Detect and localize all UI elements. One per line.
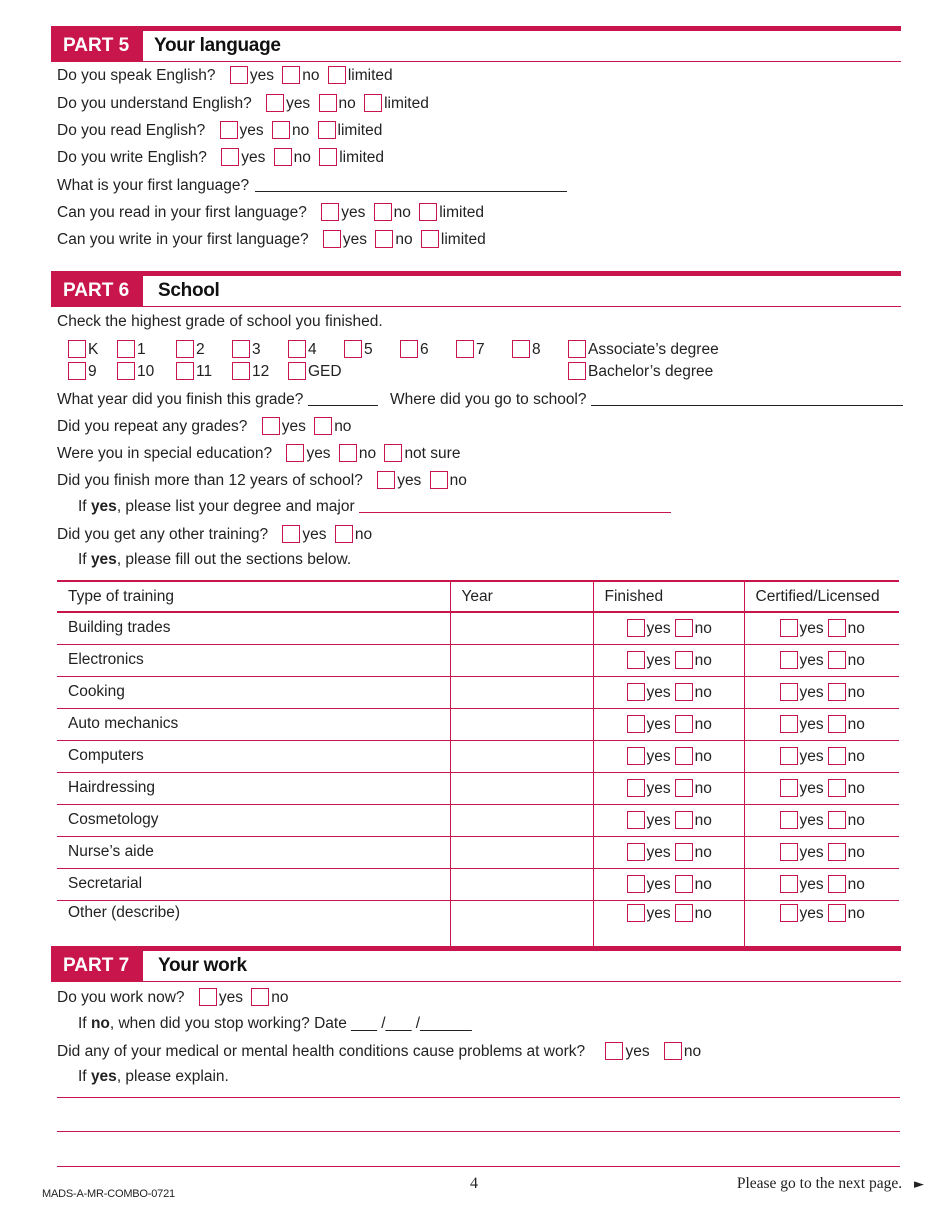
checkbox-read-yes[interactable]	[220, 121, 238, 139]
checkbox-finished-yes[interactable]	[627, 715, 645, 733]
table-row	[57, 740, 899, 772]
option-label: yes	[646, 904, 671, 922]
checkbox-understand-limited[interactable]	[364, 94, 382, 112]
option-label: no	[847, 811, 865, 829]
checkbox-finished-no[interactable]	[675, 683, 693, 701]
repeat-grades-row	[57, 417, 355, 437]
option-label: yes	[646, 779, 671, 797]
write-first-language-row	[57, 230, 490, 250]
option-label: yes	[646, 811, 671, 829]
school-label: Where did you go to school?	[390, 391, 587, 408]
option-label: no	[847, 683, 865, 701]
speak-english-row	[57, 66, 397, 86]
checkbox-certified-no[interactable]	[828, 904, 846, 922]
fill-sections-label: , please fill out the sections below.	[116, 551, 352, 568]
checkbox-understand-no[interactable]	[319, 94, 337, 112]
part5-title: Your language	[154, 35, 281, 56]
explain-line-3[interactable]	[57, 1166, 900, 1167]
question-label: Do you write English?	[57, 149, 207, 166]
checkbox-certified-yes[interactable]	[780, 715, 798, 733]
option-label: no	[847, 779, 865, 797]
grade-8[interactable]	[512, 340, 541, 360]
checkbox-work-yes[interactable]	[199, 988, 217, 1006]
option-label: yes	[646, 875, 671, 893]
option-label: yes	[249, 67, 274, 84]
option-label: yes	[397, 472, 422, 489]
checkbox-read-first-limited[interactable]	[419, 203, 437, 221]
option-label: no	[393, 204, 411, 221]
checkbox-finished-no[interactable]	[675, 843, 693, 861]
checkbox-write-first-yes[interactable]	[323, 230, 341, 248]
read-english-row	[57, 121, 386, 141]
table-row	[57, 868, 899, 900]
checkbox-read-first-no[interactable]	[374, 203, 392, 221]
question-label: Do you speak English?	[57, 67, 216, 84]
checkbox-certified-yes[interactable]	[780, 843, 798, 861]
associates-degree[interactable]	[568, 340, 719, 360]
grade-prompt: Check the highest grade of school you finished.	[57, 313, 383, 330]
checkbox-conditions-yes[interactable]	[605, 1042, 623, 1060]
option-label: no	[694, 683, 712, 701]
checkbox-certified-yes[interactable]	[780, 811, 798, 829]
school-field[interactable]	[591, 390, 903, 406]
option-label: no	[847, 619, 865, 637]
question-label: What is your first language?	[57, 177, 250, 194]
if-label: If	[78, 1015, 87, 1032]
option-label: limited	[384, 95, 429, 112]
if-yes-bold: yes	[90, 498, 117, 515]
checkbox-certified-yes[interactable]	[780, 619, 798, 637]
checkbox-write-first-no[interactable]	[375, 230, 393, 248]
option-label: yes	[646, 747, 671, 765]
if-label: If	[78, 1068, 87, 1085]
checkbox-finished-no[interactable]	[675, 811, 693, 829]
option-label: no	[847, 715, 865, 733]
table-row	[57, 676, 899, 708]
checkbox-training-no[interactable]	[335, 525, 353, 543]
option-label: no	[847, 904, 865, 922]
training-type: Nurse’s aide	[57, 836, 450, 868]
finished-cell	[593, 676, 744, 708]
form-id: MADS-A-MR-COMBO-0721	[42, 1188, 175, 1200]
option-label: yes	[646, 651, 671, 669]
checkbox-finished-yes[interactable]	[627, 904, 645, 922]
option-label: yes	[799, 904, 824, 922]
training-type: Cooking	[57, 676, 450, 708]
part6-header	[51, 271, 901, 307]
checkbox-speak-yes[interactable]	[230, 66, 248, 84]
part6-tag: PART 6	[51, 276, 143, 306]
more-than-12-row	[57, 471, 471, 491]
certified-cell	[744, 772, 899, 804]
option-label: yes	[799, 843, 824, 861]
checkbox-certified-no[interactable]	[828, 747, 846, 765]
option-label: no	[694, 747, 712, 765]
part7-header	[51, 946, 901, 982]
option-label: yes	[286, 95, 311, 112]
certified-cell	[744, 708, 899, 740]
option-label: yes	[302, 526, 327, 543]
year-school-row	[57, 390, 903, 410]
first-language-row	[57, 176, 567, 196]
finished-cell	[593, 836, 744, 868]
grade-k[interactable]	[68, 340, 98, 360]
option-label: no	[334, 418, 352, 435]
option-label: no	[291, 122, 310, 139]
option-label: no	[694, 715, 712, 733]
finished-cell	[593, 868, 744, 900]
grade-ged[interactable]	[288, 362, 342, 382]
option-label: no	[847, 843, 865, 861]
checkbox-conditions-no[interactable]	[664, 1042, 682, 1060]
grade-7[interactable]	[456, 340, 485, 360]
degree-label: Bachelor’s degree	[588, 363, 714, 380]
checkbox-certified-no[interactable]	[828, 779, 846, 797]
degree-major-field[interactable]	[359, 497, 671, 513]
question-label: Can you read in your first language?	[57, 204, 307, 221]
explain-label: , please explain.	[116, 1068, 229, 1085]
checkbox-training-yes[interactable]	[282, 525, 300, 543]
option-label: no	[694, 904, 712, 922]
grade-5[interactable]	[344, 340, 373, 360]
checkbox-speak-limited[interactable]	[328, 66, 346, 84]
finished-cell	[593, 644, 744, 676]
if-yes-bold: yes	[90, 1068, 117, 1085]
training-type: Cosmetology	[57, 804, 450, 836]
option-label: yes	[646, 683, 671, 701]
grade-label: 7	[476, 341, 485, 358]
checkbox-certified-yes[interactable]	[780, 651, 798, 669]
checkbox-write-first-limited[interactable]	[421, 230, 439, 248]
certified-cell	[744, 676, 899, 708]
grade-label: 10	[137, 363, 155, 380]
option-label: no	[694, 651, 712, 669]
grade-label: 3	[252, 341, 261, 358]
degree-major-label: , please list your degree and major	[116, 498, 355, 515]
certified-cell	[744, 612, 899, 644]
degree-major-row	[78, 497, 671, 517]
option-label: yes	[239, 122, 264, 139]
checkbox-read-first-yes[interactable]	[321, 203, 339, 221]
explain-line-2[interactable]	[57, 1131, 900, 1132]
next-page-label: Please go to the next page.	[736, 1175, 903, 1192]
option-label: yes	[799, 875, 824, 893]
explain-row	[78, 1067, 229, 1087]
checkbox-finished-no[interactable]	[675, 619, 693, 637]
grade-label: 12	[252, 363, 270, 380]
year-cell[interactable]	[450, 900, 593, 949]
option-label: yes	[625, 1043, 650, 1060]
checkbox-finished-yes[interactable]	[627, 651, 645, 669]
grade-12[interactable]	[232, 362, 269, 382]
grade-label: 6	[420, 341, 429, 358]
grade-1[interactable]	[117, 340, 146, 360]
option-label: yes	[799, 811, 824, 829]
checkbox-finished-yes[interactable]	[627, 875, 645, 893]
option-label: yes	[799, 651, 824, 669]
training-type: Other (describe)	[68, 903, 180, 921]
option-label: yes	[241, 149, 266, 166]
training-type: Auto mechanics	[57, 708, 450, 740]
checkbox-special-not-sure[interactable]	[384, 444, 402, 462]
checkbox-understand-yes[interactable]	[266, 94, 284, 112]
checkbox-finished-yes[interactable]	[627, 683, 645, 701]
year-cell[interactable]	[450, 676, 593, 708]
checkbox-finished-no[interactable]	[675, 875, 693, 893]
finished-cell	[593, 772, 744, 804]
year-cell[interactable]	[450, 644, 593, 676]
question-label: Do you understand English?	[57, 95, 252, 112]
option-label: yes	[306, 445, 331, 462]
col-certified: Certified/Licensed	[744, 581, 899, 612]
checkbox-certified-no[interactable]	[828, 811, 846, 829]
question-label: Did you get any other training?	[57, 526, 269, 543]
finished-cell	[593, 740, 744, 772]
option-label: no	[847, 651, 865, 669]
part7-title: Your work	[158, 955, 247, 976]
year-cell[interactable]	[450, 612, 593, 644]
table-row	[57, 804, 899, 836]
year-cell[interactable]	[450, 836, 593, 868]
grade-label: 8	[532, 341, 541, 358]
option-label: no	[683, 1043, 702, 1060]
certified-cell	[744, 900, 899, 949]
option-label: limited	[440, 231, 486, 248]
checkbox-write-limited[interactable]	[319, 148, 337, 166]
table-row	[57, 772, 899, 804]
question-label: Were you in special education?	[57, 445, 273, 462]
option-label: no	[358, 445, 377, 462]
checkbox-certified-yes[interactable]	[780, 683, 798, 701]
training-type: Electronics	[57, 644, 450, 676]
training-type: Computers	[57, 740, 450, 772]
checkbox-finished-yes[interactable]	[627, 811, 645, 829]
checkbox-certified-yes[interactable]	[780, 875, 798, 893]
checkbox-speak-no[interactable]	[282, 66, 300, 84]
special-ed-row	[57, 444, 464, 464]
question-label: Did you repeat any grades?	[57, 418, 248, 435]
checkbox-read-limited[interactable]	[318, 121, 336, 139]
option-label: no	[302, 67, 320, 84]
if-no-bold: no	[90, 1015, 110, 1032]
conditions-row	[57, 1042, 705, 1062]
grade-label: K	[88, 341, 99, 358]
option-label: no	[847, 747, 865, 765]
checkbox-finished-yes[interactable]	[627, 843, 645, 861]
checkbox-finished-yes[interactable]	[627, 619, 645, 637]
checkbox-certified-no[interactable]	[828, 683, 846, 701]
option-label: no	[395, 231, 413, 248]
grade-label: 2	[196, 341, 205, 358]
checkbox-certified-yes[interactable]	[780, 747, 798, 765]
grade-2[interactable]	[176, 340, 205, 360]
checkbox-finished-no[interactable]	[675, 779, 693, 797]
checkbox-read-no[interactable]	[272, 121, 290, 139]
finished-cell	[593, 708, 744, 740]
option-label: not sure	[404, 445, 461, 462]
checkbox-certified-no[interactable]	[828, 651, 846, 669]
write-english-row	[57, 148, 388, 168]
part5-tag: PART 5	[51, 31, 143, 61]
year-cell[interactable]	[450, 772, 593, 804]
year-label: What year did you finish this grade?	[57, 391, 304, 408]
option-label: yes	[646, 715, 671, 733]
certified-cell	[744, 836, 899, 868]
option-label: limited	[347, 67, 393, 84]
page-number: 4	[470, 1175, 478, 1192]
question-label: Do you work now?	[57, 989, 185, 1006]
year-cell[interactable]	[450, 868, 593, 900]
col-finished: Finished	[593, 581, 744, 612]
checkbox-more12-no[interactable]	[430, 471, 448, 489]
checkbox-certified-no[interactable]	[828, 843, 846, 861]
option-label: no	[694, 843, 712, 861]
grade-label: 9	[88, 363, 97, 380]
explain-line-1[interactable]	[57, 1097, 900, 1098]
grade-label: GED	[308, 363, 342, 380]
option-label: yes	[799, 683, 824, 701]
stop-working-row	[78, 1014, 472, 1034]
training-type: Building trades	[57, 612, 450, 644]
option-label: limited	[337, 122, 383, 139]
checkbox-write-yes[interactable]	[221, 148, 239, 166]
part6-title: School	[158, 280, 220, 301]
option-label: limited	[339, 149, 385, 166]
option-label: yes	[646, 843, 671, 861]
option-label: yes	[342, 231, 368, 248]
col-type: Type of training	[57, 581, 450, 612]
grade-label: 11	[196, 363, 213, 380]
grade-11[interactable]	[176, 362, 212, 382]
understand-english-row	[57, 94, 433, 114]
grade-label: 4	[308, 341, 317, 358]
checkbox-certified-yes[interactable]	[780, 779, 798, 797]
question-label: Do you read English?	[57, 122, 206, 139]
table-row	[57, 708, 899, 740]
other-training-row	[57, 525, 376, 545]
table-header-row	[57, 581, 899, 612]
option-label: yes	[799, 779, 824, 797]
if-label: If	[78, 498, 87, 515]
year-cell[interactable]	[450, 804, 593, 836]
fill-sections-row	[78, 550, 351, 570]
checkbox-special-yes[interactable]	[286, 444, 304, 462]
table-row	[57, 836, 899, 868]
stop-working-label: , when did you stop working? Date ___ /___ /______	[109, 1015, 472, 1032]
table-row	[57, 900, 899, 949]
question-label: Can you write in your first language?	[57, 231, 309, 248]
training-type: Hairdressing	[57, 772, 450, 804]
option-label: no	[354, 526, 373, 543]
checkbox-repeat-no[interactable]	[314, 417, 332, 435]
bachelors-degree[interactable]	[568, 362, 713, 382]
grade-label: 5	[364, 341, 373, 358]
option-label: yes	[218, 989, 243, 1006]
option-label: no	[694, 811, 712, 829]
certified-cell	[744, 868, 899, 900]
option-label: no	[694, 875, 712, 893]
option-label: limited	[439, 204, 484, 221]
if-label: If	[78, 551, 87, 568]
option-label: no	[847, 875, 865, 893]
option-label: no	[271, 989, 289, 1006]
year-cell[interactable]	[450, 740, 593, 772]
option-label: no	[293, 149, 311, 166]
option-label: yes	[281, 418, 306, 435]
table-row	[57, 644, 899, 676]
part7-tag: PART 7	[51, 951, 143, 981]
checkbox-finished-yes[interactable]	[627, 747, 645, 765]
option-label: yes	[799, 715, 824, 733]
if-yes-bold: yes	[90, 551, 117, 568]
read-first-language-row	[57, 203, 488, 223]
first-language-field[interactable]	[255, 176, 567, 192]
certified-cell	[744, 740, 899, 772]
option-label: yes	[799, 619, 824, 637]
training-table	[57, 580, 899, 949]
finished-cell	[593, 804, 744, 836]
checkbox-special-no[interactable]	[339, 444, 357, 462]
year-field[interactable]	[308, 390, 378, 406]
question-label: Did any of your medical or mental health conditions cause problems at work?	[57, 1043, 586, 1060]
checkbox-certified-no[interactable]	[828, 619, 846, 637]
checkbox-work-no[interactable]	[251, 988, 269, 1006]
grade-10[interactable]	[117, 362, 154, 382]
certified-cell	[744, 644, 899, 676]
checkbox-certified-no[interactable]	[828, 875, 846, 893]
checkbox-finished-no[interactable]	[675, 715, 693, 733]
checkbox-write-no[interactable]	[274, 148, 292, 166]
certified-cell	[744, 804, 899, 836]
checkbox-finished-no[interactable]	[675, 747, 693, 765]
option-label: yes	[341, 204, 366, 221]
grade-4[interactable]	[288, 340, 317, 360]
option-label: yes	[799, 747, 824, 765]
checkbox-certified-no[interactable]	[828, 715, 846, 733]
checkbox-repeat-yes[interactable]	[262, 417, 280, 435]
next-page-note	[737, 1175, 924, 1193]
finished-cell	[593, 900, 744, 949]
finished-cell	[593, 612, 744, 644]
grade-6[interactable]	[400, 340, 429, 360]
checkbox-more12-yes[interactable]	[377, 471, 395, 489]
checkbox-finished-yes[interactable]	[627, 779, 645, 797]
question-label: Did you finish more than 12 years of school?	[57, 472, 363, 489]
work-now-row	[57, 988, 293, 1008]
grade-9[interactable]	[68, 362, 97, 382]
degree-label: Associate’s degree	[588, 341, 719, 358]
checkbox-certified-yes[interactable]	[780, 904, 798, 922]
table-row	[57, 612, 899, 644]
checkbox-finished-no[interactable]	[675, 904, 693, 922]
option-label: no	[694, 779, 712, 797]
grade-3[interactable]	[232, 340, 261, 360]
checkbox-finished-no[interactable]	[675, 651, 693, 669]
option-label: yes	[646, 619, 671, 637]
grade-label: 1	[137, 341, 146, 358]
option-label: no	[449, 472, 467, 489]
part5-header	[51, 26, 901, 62]
col-year: Year	[450, 581, 593, 612]
training-type: Secretarial	[57, 868, 450, 900]
year-cell[interactable]	[450, 708, 593, 740]
right-arrow-icon: ►	[914, 1177, 924, 1192]
option-label: no	[694, 619, 712, 637]
option-label: no	[338, 95, 356, 112]
